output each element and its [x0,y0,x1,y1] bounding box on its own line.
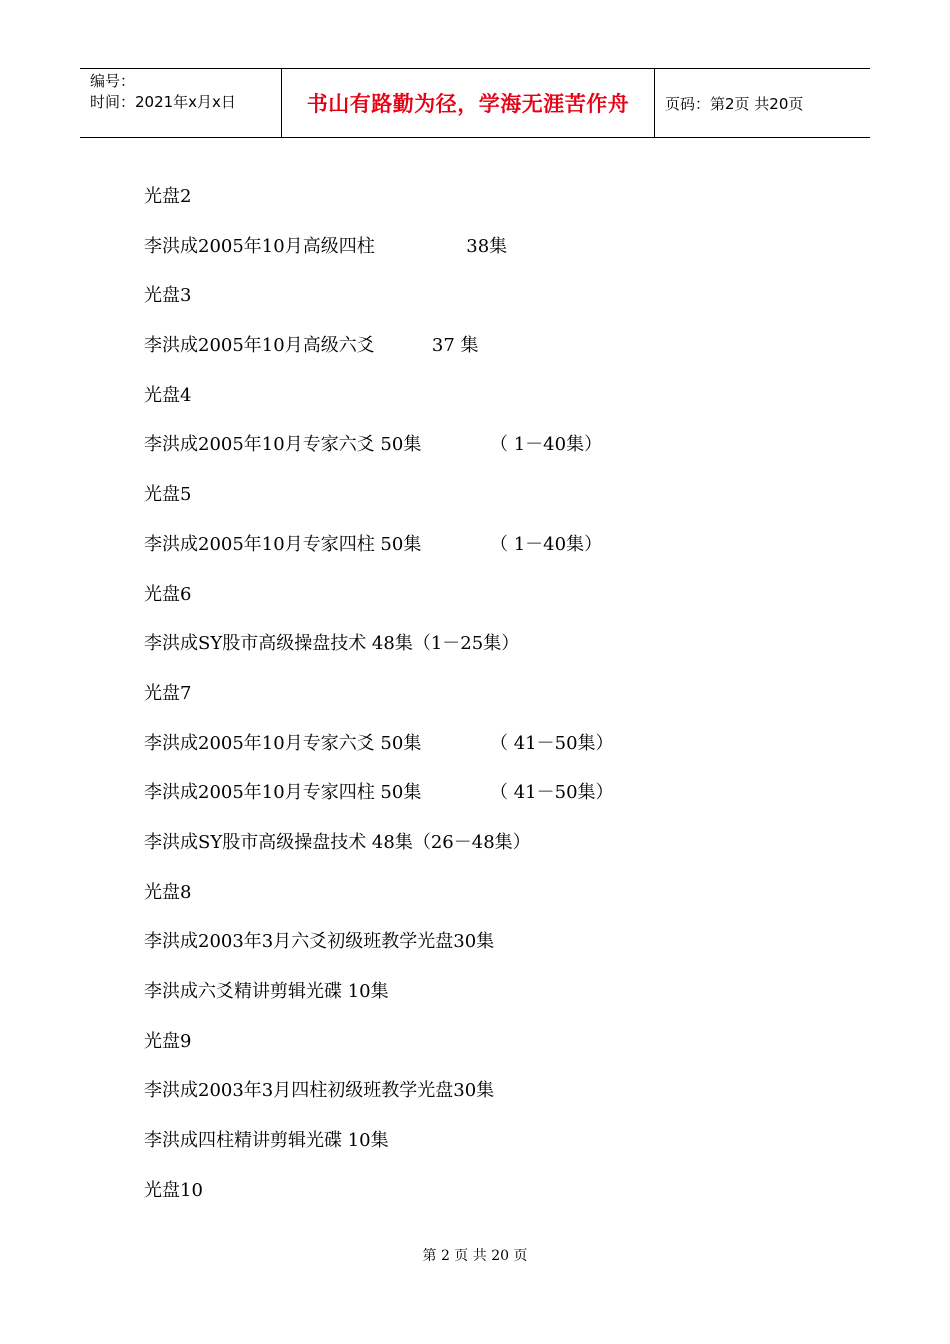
header-meta [80,69,282,137]
header-page-info [655,69,870,137]
motto-text: 书山有路勤为径，学海无涯苦作舟 [306,92,630,116]
content-line: 光盘5 [144,484,192,506]
time-label: 时间：2021年x月x日 [90,93,236,111]
number-label: 编号： [90,72,136,90]
content-line: 光盘9 [144,1030,192,1052]
content-line: 李洪成六爻精讲剪辑光碟 10集 [144,981,389,1002]
content-line: 李洪成2005年10月专家四柱 50集 （ 1－40集） [144,533,603,555]
content-line: 李洪成2005年10月高级四柱 38集 [144,235,508,257]
content-line: 光盘2 [144,186,192,207]
content-line: 光盘8 [144,881,192,903]
content-line: 李洪成2005年10月专家六爻 50集 （ 1－40集） [144,434,603,456]
content-line: 光盘3 [144,285,192,307]
content-line: 光盘10 [144,1179,203,1201]
content-line: 李洪成2005年10月高级六爻 37 集 [144,335,479,357]
content-line: 李洪成SY股市高级操盘技术 48集（26－48集） [144,831,531,853]
content-line: 李洪成2003年3月四柱初级班教学光盘30集 [144,1080,495,1102]
content-line: 光盘6 [144,583,192,605]
content-line: 李洪成2005年10月专家六爻 50集 （ 41－50集） [144,732,614,754]
page-header [80,68,870,138]
content-line: 光盘7 [144,682,192,704]
content-line: 光盘4 [144,384,192,406]
content-line: 李洪成2005年10月专家四柱 50集 （ 41－50集） [144,782,614,804]
document-body [144,180,614,1223]
content-line: 李洪成2003年3月六爻初级班教学光盘30集 [144,931,495,953]
content-line: 李洪成SY股市高级操盘技术 48集（1－25集） [144,633,520,655]
content-line: 李洪成四柱精讲剪辑光碟 10集 [144,1130,389,1152]
page-info-text: 页码：第2页 共20页 [665,94,804,113]
header-motto-cell [282,69,655,137]
page-footer: 第 2 页 共 20 页 [422,1248,528,1264]
